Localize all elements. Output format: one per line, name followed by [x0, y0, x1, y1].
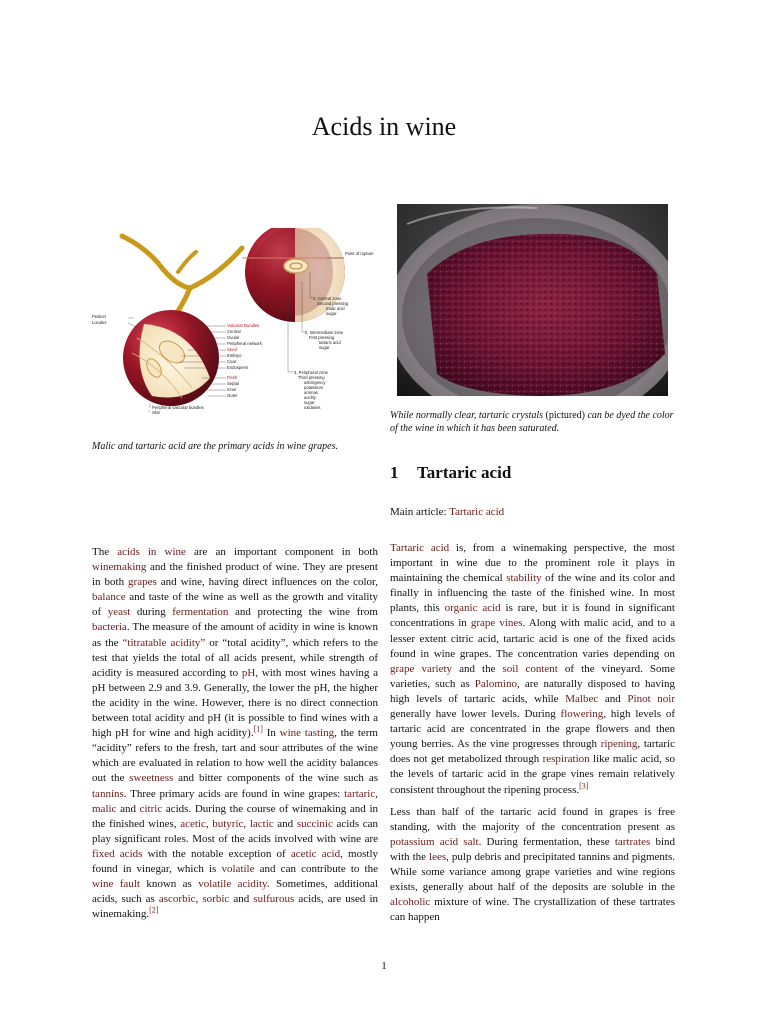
- tartaric-paragraph-2: [390, 805, 675, 926]
- page-number: 1: [381, 960, 387, 972]
- label-seed: Seed: [227, 347, 237, 352]
- text: . Along with malic acid, and to a lesser extent citric acid, tartaric acid is one of the fixed acids found in wine grapes. The concentration varies depending on: [390, 617, 675, 660]
- label-zone1-sub: Second pressing: [317, 301, 349, 306]
- main-article-prefix: Main article:: [390, 506, 450, 518]
- label-zone2-sub: First pressing: [309, 335, 335, 340]
- caption-right-a: While normally clear, tartaric crystals: [390, 410, 546, 421]
- text: . During fermentation, these: [478, 835, 615, 848]
- main-article-note: [390, 506, 504, 518]
- link-lees[interactable]: lees: [429, 850, 447, 863]
- label-zone3-a: astringency: [304, 380, 326, 385]
- label-peripheral-network: Peripheral network: [227, 341, 262, 346]
- caption-right-pictured: (pictured): [545, 410, 585, 421]
- text: acids. During the course of winemaking and in the finished wines,: [92, 802, 378, 830]
- text: bind with the: [390, 835, 675, 863]
- left-column: [92, 545, 378, 922]
- label-ovular: Ovular: [227, 335, 240, 340]
- text: , with most wines having a pH between 2.9 and 3.9. Generally, the lower the pH, the higher the acidity in the wine. However, there is no direct connection between total acidity and pH (it is possible to find wines with a high pH for wine and high acidity).: [92, 666, 379, 740]
- text: and: [598, 692, 628, 705]
- label-outer: Outer: [227, 393, 238, 398]
- text: . Sometimes, additional acids, such as: [92, 878, 378, 906]
- section-heading: [390, 463, 511, 483]
- link-citric[interactable]: citric: [139, 802, 163, 815]
- figure-left-caption: Malic and tartaric acid are the primary acids in wine grapes.: [92, 441, 338, 452]
- text: and: [229, 893, 254, 906]
- crystals-illustration: [397, 204, 668, 396]
- text: ,: [243, 817, 250, 830]
- label-locules: Locules: [92, 320, 107, 325]
- text: and: [116, 802, 140, 815]
- link-lactic[interactable]: lactic: [249, 817, 274, 830]
- link-palomino[interactable]: Palomino: [474, 677, 517, 690]
- link-acids-in-wine[interactable]: acids in wine: [117, 546, 186, 558]
- text: and: [273, 817, 297, 830]
- link-fermentation[interactable]: fermentation: [172, 606, 229, 619]
- link-alcoholic[interactable]: alcoholic: [390, 896, 431, 909]
- label-endosperm: Endosperm: [227, 365, 249, 370]
- link-grape-variety[interactable]: grape variety: [390, 662, 453, 675]
- text: and wine, having direct influences on the color,: [156, 576, 378, 589]
- link-fixed-acids[interactable]: fixed acids: [92, 847, 143, 860]
- link-acetic[interactable]: acetic: [180, 817, 206, 830]
- link-flowering[interactable]: flowering: [560, 708, 604, 721]
- text: and can contribute to the: [254, 862, 378, 875]
- text: and the: [452, 662, 503, 675]
- text: are an important component in both: [185, 546, 378, 558]
- text: acids, are used in winemaking.: [92, 893, 379, 921]
- link-soil-content[interactable]: soil content: [502, 662, 558, 675]
- link-wine-tasting[interactable]: wine tasting: [279, 727, 335, 740]
- link-tannins[interactable]: tannins: [92, 787, 124, 800]
- text: ,: [195, 893, 203, 906]
- link-volatile[interactable]: volatile: [221, 862, 255, 875]
- link-organic-acid[interactable]: organic acid: [444, 602, 501, 615]
- citation-3[interactable]: [3]: [579, 780, 589, 790]
- label-septal: Septal: [227, 381, 239, 386]
- label-zone3-title: 3, Peripheral zone: [294, 370, 328, 375]
- text: during: [130, 606, 173, 619]
- right-column: [390, 541, 675, 925]
- link-tartaric[interactable]: tartaric: [344, 787, 376, 800]
- link-stability[interactable]: stability: [506, 572, 542, 585]
- text: , high levels of tartaric acid are concentrated in the grape flowers and then young berries. As the vine progresses through: [390, 708, 675, 751]
- link-tartrates[interactable]: tartrates: [614, 835, 651, 848]
- link-winemaking[interactable]: winemaking: [92, 561, 147, 574]
- link-pinot-noir[interactable]: Pinot noir: [627, 692, 675, 705]
- text: like malic acid, so the levels of tartaric acid in the grape vines remain relatively consistent throughout the ripening process.: [390, 753, 675, 796]
- figure-right-caption: [390, 409, 675, 435]
- link-ph[interactable]: pH: [241, 666, 256, 679]
- label-zone2-title: 2, Intermediate zone: [305, 330, 344, 335]
- label-coat: Coat: [227, 359, 236, 364]
- tartaric-crystals-photo: [397, 204, 668, 396]
- main-article-link[interactable]: Tartaric acid: [449, 506, 505, 518]
- section-title: Tartaric acid: [417, 463, 512, 482]
- text: or “total acidity”, which refers to the test that yields the total of all acids present, while strength of acidity is measured according to: [92, 636, 378, 679]
- label-pedicel: Pedicel: [92, 314, 106, 319]
- link-succinic[interactable]: succinic: [296, 817, 333, 830]
- text: , the term “acidity” refers to the fresh, tart and sour attributes of the wine which are evaluated in relation to how well the acidity balances out the: [92, 727, 378, 785]
- link-sweetness[interactable]: sweetness: [129, 772, 174, 785]
- label-central: Central: [227, 329, 241, 334]
- label-skin: Skin: [152, 410, 161, 415]
- link-respiration[interactable]: respiration: [542, 753, 590, 766]
- text: of the vineyard. Some varieties, such as: [390, 662, 675, 690]
- text: mixture of wine. The crystallization of these tartrates can happen: [390, 896, 675, 924]
- label-zone3-d: acidity: [304, 395, 316, 400]
- link-bacteria[interactable]: bacteria: [92, 621, 127, 634]
- page-title: Acids in wine: [311, 112, 457, 141]
- link-potassium-acid-salt[interactable]: potassium acid salt: [390, 835, 479, 848]
- text: , tartaric does not get metabolized through: [390, 738, 675, 766]
- link-malbec[interactable]: Malbec: [565, 692, 599, 705]
- link-volatile-acidity[interactable]: volatile acidity: [198, 878, 267, 891]
- text: , pulp debris and precipitated tannins and pigments. While some variance among grape varieties and wine regions exists, generally about half of the deposits are soluble in the: [390, 850, 675, 894]
- label-zone3-sub: Third pressing: [298, 375, 325, 380]
- text: generally have lower levels. During: [390, 708, 561, 721]
- caption-right-c: can be dyed the color of the wine in which it has been saturated.: [390, 410, 674, 434]
- text: and protecting the wine from: [228, 606, 378, 619]
- label-zone2-a: tartaric acid: [319, 340, 341, 345]
- text: is, from a winemaking perspective, the most important in wine due to the prominent role it plays in maintaining the chemical: [390, 542, 675, 585]
- intro-paragraph: [92, 545, 378, 922]
- text: . Three primary acids are found in wine grapes:: [123, 787, 345, 800]
- label-zone1-b: sugar: [326, 311, 337, 316]
- label-vascular: Vascular Bundles: [227, 323, 260, 328]
- label-zone3-c: aromas: [304, 390, 318, 395]
- text: with the notable exception of: [142, 847, 291, 860]
- link-grapes[interactable]: grapes: [128, 576, 157, 589]
- grape-anatomy-diagram: [92, 228, 380, 432]
- text: , are naturally disposed to having high levels of tartaric acids, while: [390, 677, 675, 705]
- label-flesh: Flesh: [227, 375, 238, 380]
- text: , mostly found in vinegar, which is: [92, 847, 378, 875]
- link-yeast[interactable]: yeast: [107, 606, 131, 619]
- text: In: [262, 727, 280, 740]
- text: and bitter components of the wine such as: [173, 772, 378, 785]
- link-sorbic[interactable]: sorbic: [202, 893, 230, 906]
- text: ,: [205, 817, 213, 830]
- text: Less than half of the tartaric acid found in grapes is free standing, with the majority of the concentration present as: [390, 805, 675, 833]
- label-inner: Inner: [227, 387, 237, 392]
- link-ripening[interactable]: ripening: [600, 738, 638, 751]
- text: known as: [139, 878, 199, 891]
- label-zone3-f: oxidases: [304, 405, 321, 410]
- text: The: [92, 546, 118, 558]
- link-acetic-acid[interactable]: acetic acid: [290, 847, 341, 860]
- text: . The measure of the amount of acidity in wine is known as the: [92, 621, 378, 649]
- link-grape-vines[interactable]: grape vines: [470, 617, 523, 630]
- link-malic[interactable]: malic: [92, 802, 117, 815]
- label-zone1-title: 1, Central zone: [313, 296, 342, 301]
- text: ,: [375, 787, 378, 800]
- citation-1[interactable]: [1]: [253, 724, 263, 734]
- text: and taste of the wine as well as the growth and vitality of: [92, 591, 378, 619]
- text: acids can play significant roles. Most of the acids involved with wine are: [92, 817, 378, 845]
- label-zone3-e: sugar: [304, 400, 315, 405]
- link-sulfurous[interactable]: sulfurous: [253, 893, 295, 906]
- label-zone2-b: sugar: [319, 345, 330, 350]
- link-ascorbic[interactable]: ascorbic: [158, 893, 196, 906]
- label-point-rupture: Point of rupture: [345, 251, 374, 256]
- link-wine-fault[interactable]: wine fault: [92, 878, 140, 891]
- label-peripheral-vascular: Peripheral vascular bundles: [152, 405, 204, 410]
- citation-2[interactable]: [2]: [149, 905, 159, 915]
- label-zone3-b: potassium: [304, 385, 324, 390]
- text: of the wine and its color and finally in influencing the taste of the finished wine. In most plants, this: [390, 572, 675, 615]
- label-embryo: Embryo: [227, 353, 242, 358]
- link-titratable-acidity[interactable]: “titratable acidity”: [122, 636, 206, 649]
- section-number: 1: [390, 463, 399, 482]
- link-butyric[interactable]: butyric: [212, 817, 244, 830]
- label-zone1-a: malic acid: [326, 306, 345, 311]
- text: and the finished product of wine. They are present in both: [92, 561, 378, 589]
- text: is rare, but it is found in significant concentrations in: [390, 602, 675, 630]
- tartaric-paragraph-1: [390, 541, 675, 798]
- grape-anatomy-figure: [92, 228, 380, 432]
- link-balance[interactable]: balance: [92, 591, 126, 604]
- link-tartaric-acid[interactable]: Tartaric acid: [390, 542, 450, 554]
